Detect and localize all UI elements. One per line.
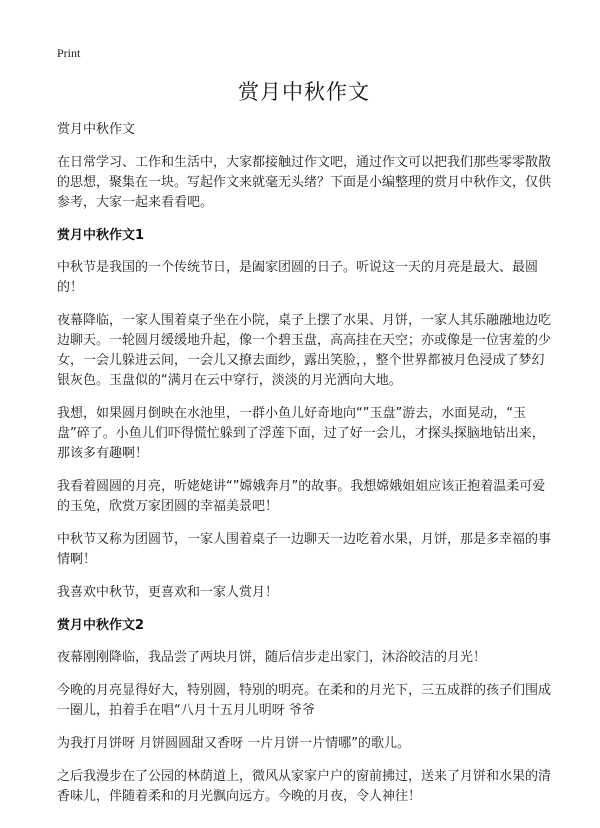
print-link[interactable]: Print: [57, 46, 81, 60]
page-title: 赏月中秋作文: [238, 80, 370, 104]
paragraph: 我看着圆圆的月亮，听姥姥讲“”嫦娥奔月”的故事。我想嫦娥姐姐应该正抱着温柔可爱的玉兔，欣赏万家团圆的幸福美景吧！: [57, 479, 546, 514]
paragraph: 我喜欢中秋节，更喜欢和一家人赏月！: [57, 585, 279, 600]
paragraph: 夜幕刚刚降临，我品尝了两块月饼，随后信步走出家门，沐浴皎洁的月光！: [57, 650, 487, 665]
article-subtitle: 赏月中秋作文: [57, 122, 136, 137]
paragraph: 夜幕降临，一家人围着桌子坐在小院，桌子上摆了水果、月饼，一家人其乐融融地边吃边聊天。一轮圆月缓缓地升起，像一个碧玉盘，高高挂在天空；亦或像是一位害羞的少女，一会儿躲进云间，一会儿又撩去面纱，露出笑脸，，整个世界都被月色浸成了梦幻银灰色。玉盘似的“满月在云中穿行，淡淡的月光洒向大地。: [57, 313, 552, 388]
paragraph: 中秋节是我国的一个传统节日，是阖家团圆的日子。听说这一天的月亮是最大、最圆的！: [57, 260, 539, 295]
paragraph: 之后我漫步在了公园的林荫道上，微风从家家户户的窗前拂过，送来了月饼和水果的清香味儿，伴随着柔和的月光飘向远方。今晚的月夜，令人神往！: [57, 769, 552, 804]
paragraph: 中秋节又称为团圆节，一家人围着桌子一边聊天一边吃着水果，月饼，那是多幸福的事情啊！: [57, 532, 552, 567]
article: [57, 78, 551, 820]
paragraph: 今晚的月亮显得好大，特别圆，特别的明亮。在柔和的月光下，三五成群的孩子们围成一圈儿，拍着手在唱“八月十五月儿明呀 爷爷: [57, 683, 552, 718]
section-heading: 赏月中秋作文2: [57, 618, 145, 633]
intro-paragraph: 在日常学习、工作和生活中，大家都接触过作文吧，通过作文可以把我们那些零零散散的思想，聚集在一块。写起作文来就毫无头绪？下面是小编整理的赏月中秋作文，仅供参考，大家一起来看看吧。: [57, 155, 552, 210]
section-heading: 赏月中秋作文1: [57, 228, 145, 243]
paragraph: 我想，如果圆月倒映在水池里，一群小鱼儿好奇地向“”玉盘”游去，水面晃动，“玉盘”碎了。小鱼儿们吓得慌忙躲到了浮莲下面，过了好一会儿，才探头探脑地钻出来，那该多有趣啊！: [57, 406, 545, 461]
paragraph: 为我打月饼呀 月饼圆圆甜又香呀 一片月饼一片情哪”的歌儿。: [57, 736, 410, 751]
